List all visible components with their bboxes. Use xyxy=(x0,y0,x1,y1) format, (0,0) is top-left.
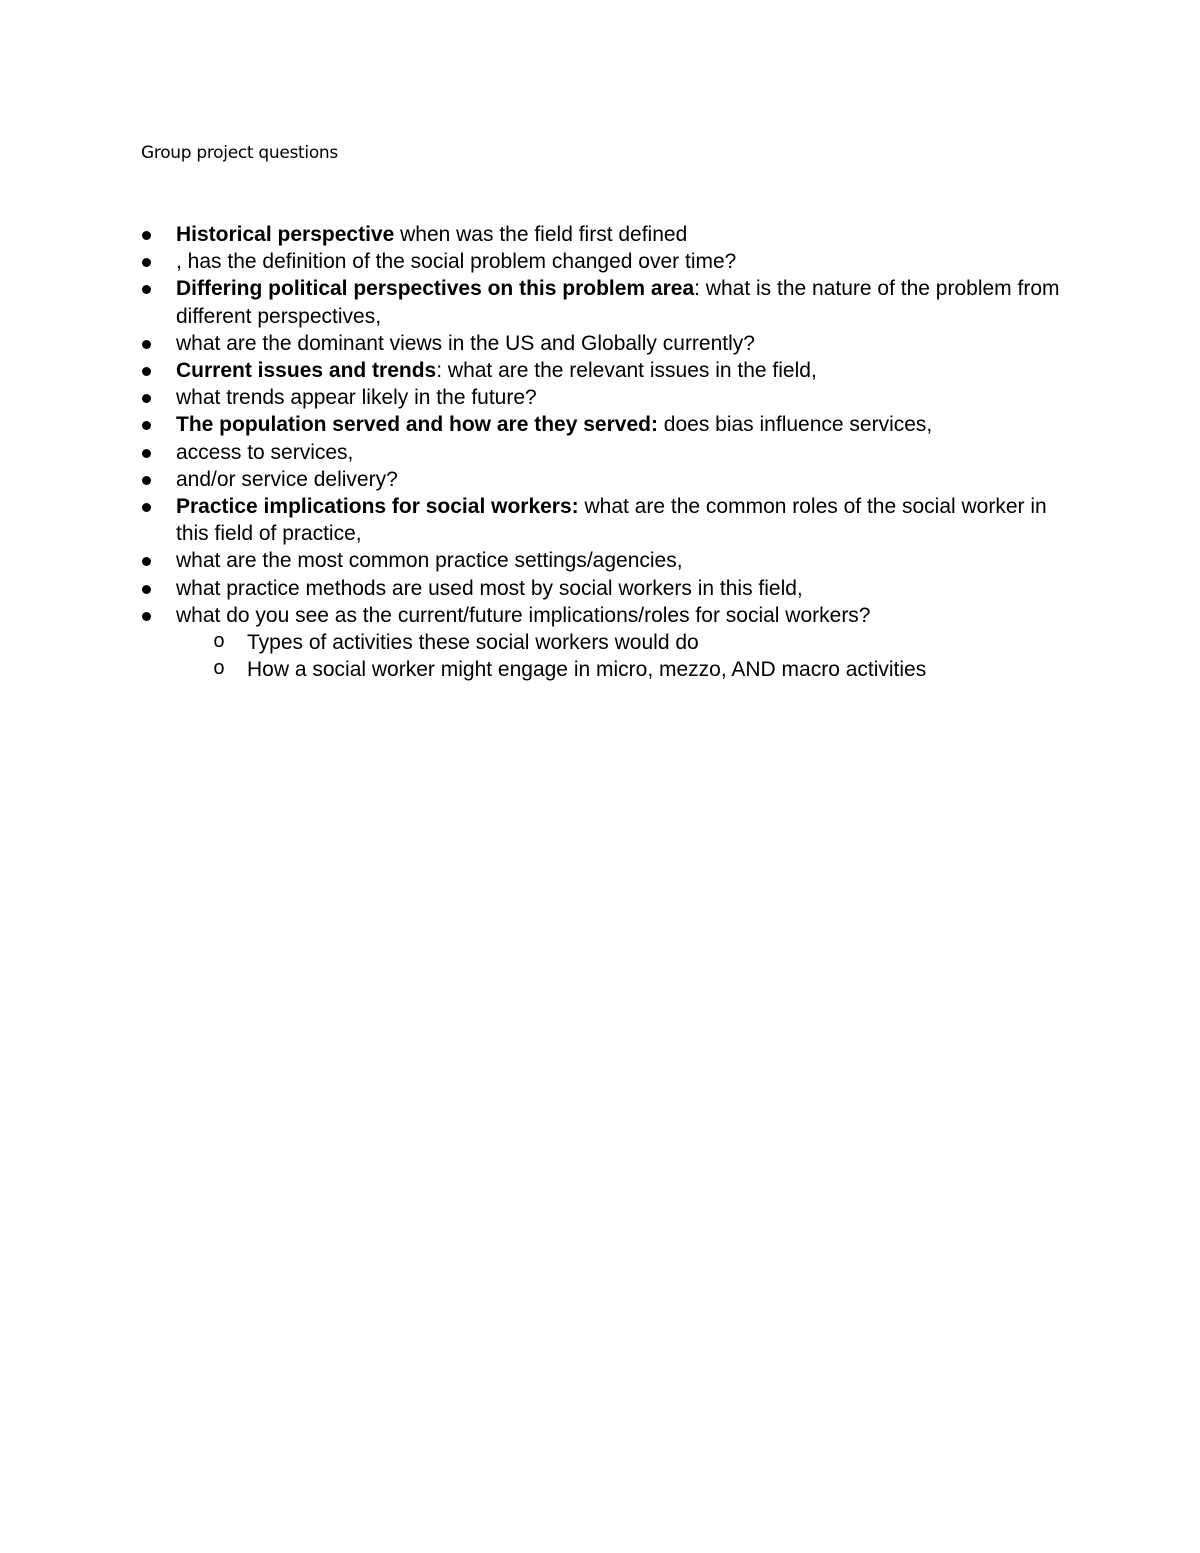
circle-bullet-icon: o xyxy=(213,631,226,655)
item-text: when was the field first defined xyxy=(394,223,688,246)
list-item xyxy=(141,411,1061,438)
item-text: what are the dominant views in the US and Globally currently? xyxy=(176,331,755,355)
list-item xyxy=(141,330,1061,357)
bullet-icon xyxy=(142,503,151,512)
item-text: , has the definition of the social problem changed over time? xyxy=(176,250,737,274)
list-item xyxy=(141,493,1061,547)
item-text: what are the most common practice settings/agencies, xyxy=(176,549,683,573)
list-item xyxy=(141,221,1061,248)
list-item xyxy=(141,275,1061,329)
item-lead: Historical perspective xyxy=(176,223,395,246)
item-text: what practice methods are used most by social workers in this field, xyxy=(176,576,803,600)
sub-item-text: Types of activities these social workers would do xyxy=(247,631,699,655)
list-item xyxy=(141,248,1061,275)
sub-list-item xyxy=(176,656,1061,683)
list-item xyxy=(141,602,1061,684)
bullet-icon xyxy=(142,476,151,485)
item-lead: Differing political perspectives on this problem area xyxy=(176,277,695,301)
item-text: what are the common roles of the social worker in this field of practice, xyxy=(176,495,1047,546)
list-item xyxy=(141,547,1061,574)
item-lead: Practice implications for social workers: xyxy=(176,495,579,519)
bullet-icon xyxy=(142,340,151,349)
bullet-icon xyxy=(142,612,151,621)
item-lead: The population served and how are they served: xyxy=(176,413,658,437)
bullet-icon xyxy=(142,421,151,430)
document-title: Group project questions xyxy=(141,143,338,163)
bullet-icon xyxy=(142,585,151,594)
bullet-icon xyxy=(142,449,151,458)
bullet-icon xyxy=(142,557,151,566)
item-lead: Current issues and trends xyxy=(176,359,437,383)
list-item xyxy=(141,466,1061,493)
list-item xyxy=(141,357,1061,384)
sub-list xyxy=(176,629,1061,683)
bullet-icon xyxy=(142,367,151,376)
item-text: access to services, xyxy=(176,440,354,464)
sub-item-text: How a social worker might engage in micro, mezzo, AND macro activities xyxy=(247,658,927,682)
list-item xyxy=(141,439,1061,466)
question-list xyxy=(141,221,1061,683)
item-text: what do you see as the current/future implications/roles for social workers? xyxy=(176,603,871,627)
item-text: what trends appear likely in the future? xyxy=(176,386,537,410)
item-text: : what are the relevant issues in the field, xyxy=(436,359,817,383)
bullet-icon xyxy=(142,231,151,240)
bullet-icon xyxy=(142,394,151,403)
item-text: : what is the nature of the problem from different perspectives, xyxy=(176,277,1060,328)
item-text: and/or service delivery? xyxy=(176,467,398,491)
list-item xyxy=(141,575,1061,602)
sub-list-item xyxy=(176,629,1061,656)
list-item xyxy=(141,384,1061,411)
circle-bullet-icon: o xyxy=(213,658,226,682)
item-text: does bias influence services, xyxy=(657,413,933,437)
bullet-icon xyxy=(142,285,151,294)
bullet-icon xyxy=(142,258,151,267)
